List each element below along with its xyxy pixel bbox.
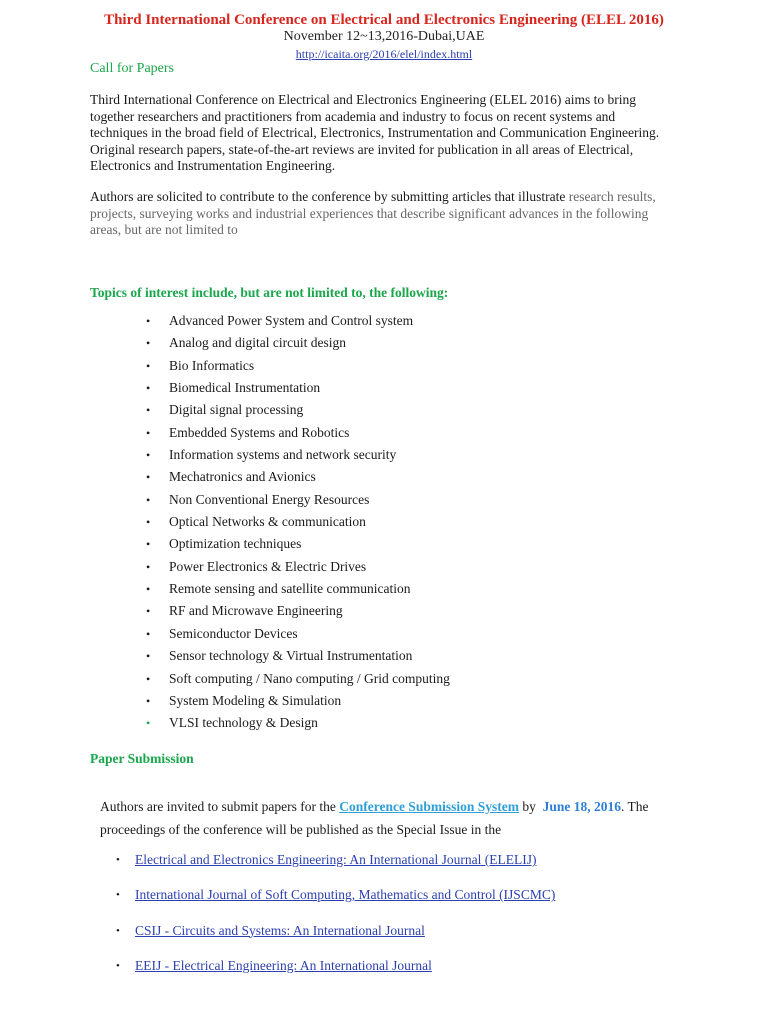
topic-label: Bio Informatics <box>169 357 255 373</box>
bullet-icon: • <box>146 559 151 574</box>
bullet-icon: • <box>146 716 151 731</box>
bullet-icon: • <box>146 693 151 708</box>
journal-link-csij[interactable]: CSIJ - Circuits and Systems: An International Journal <box>135 922 425 938</box>
bullet-icon: • <box>116 924 120 937</box>
topic-label: Remote sensing and satellite communication <box>169 581 411 597</box>
topic-item <box>146 625 450 647</box>
bullet-icon: • <box>116 854 120 866</box>
topics-heading: Topics of interest include, but are not limited to, the following: <box>90 285 449 300</box>
journals-list <box>116 851 555 992</box>
bullet-icon: • <box>116 889 120 902</box>
bullet-icon: • <box>146 470 151 485</box>
topic-item <box>146 312 450 334</box>
journal-link-eeij[interactable]: EEIJ - Electrical Engineering: An International Journal <box>135 957 432 973</box>
topic-label: Embedded Systems and Robotics <box>169 424 350 440</box>
topic-item <box>146 357 450 379</box>
topic-label: Digital signal processing <box>169 402 304 418</box>
topic-label: RF and Microwave Engineering <box>169 603 343 619</box>
bullet-icon: • <box>146 403 151 418</box>
conference-title: Third International Conference on Electrical and Electronics Engineering (ELEL 2016) <box>104 12 664 28</box>
call-for-papers-heading: Call for Papers <box>90 61 174 76</box>
bullet-icon: • <box>146 671 151 686</box>
topic-item <box>146 558 450 580</box>
topic-label: Optical Networks & communication <box>169 514 366 530</box>
bullet-icon: • <box>146 358 151 373</box>
topic-label: Mechatronics and Avionics <box>169 469 316 485</box>
topic-item <box>146 647 450 669</box>
journal-link-elelij[interactable]: Electrical and Electronics Engineering: An International Journal (ELELIJ) <box>135 852 537 867</box>
topic-item <box>146 491 450 513</box>
topic-label: Sensor technology & Virtual Instrumentation <box>169 648 413 664</box>
topic-item <box>146 670 450 692</box>
conference-url-link[interactable]: http://icaita.org/2016/elel/index.html <box>295 47 473 61</box>
bullet-icon: • <box>146 314 151 328</box>
topic-item <box>146 446 450 468</box>
bullet-icon: • <box>146 649 151 664</box>
topic-label: Semiconductor Devices <box>169 625 298 641</box>
paper-submission-heading: Paper Submission <box>90 751 194 766</box>
solicitation-lead: Authors are solicited to contribute to the conference by submitting articles that illustrate <box>90 189 569 204</box>
submission-text-a: Authors are invited to submit papers for the <box>100 799 340 814</box>
solicitation-paragraph <box>90 189 670 239</box>
bullet-icon: • <box>146 515 151 530</box>
bullet-icon: • <box>116 959 120 972</box>
topic-label: System Modeling & Simulation <box>169 692 342 708</box>
topic-item <box>146 535 450 557</box>
journal-item <box>116 886 555 921</box>
topic-label: Biomedical Instrumentation <box>169 380 321 396</box>
bullet-icon: • <box>146 582 151 597</box>
journal-link-ijscmc[interactable]: International Journal of Soft Computing, Mathematics and Control (IJSCMC) <box>135 887 556 903</box>
topic-item <box>146 468 450 490</box>
topic-label: VLSI technology & Design <box>169 715 318 731</box>
topic-label: Non Conventional Energy Resources <box>169 491 370 507</box>
journal-item <box>116 957 555 992</box>
topic-item <box>146 379 450 401</box>
bullet-icon: • <box>146 381 151 396</box>
intro-paragraph: Third International Conference on Electrical and Electronics Engineering (ELEL 2016) aims to bring together researchers and practitioners from academia and industry to focus on recent systems and techniques in the broad field of Electrical, Electronics, Instrumentation and Communication Engineering. Original research papers, state-of-the-art reviews are invited for publication in all areas of Electrical, Electronics and Instrumentation Engineering. <box>90 92 660 173</box>
journal-item <box>116 851 555 886</box>
topic-item <box>146 714 450 736</box>
topic-item <box>146 513 450 535</box>
bullet-icon: • <box>146 448 151 463</box>
topic-item <box>146 401 450 423</box>
bullet-icon: • <box>146 492 151 507</box>
submission-text-b: by <box>518 799 543 814</box>
topic-label: Analog and digital circuit design <box>169 335 346 351</box>
bullet-icon: • <box>146 626 151 641</box>
topic-label: Optimization techniques <box>169 536 302 552</box>
submission-system-link[interactable]: Conference Submission System <box>339 799 519 814</box>
topic-label: Soft computing / Nano computing / Grid computing <box>169 670 450 686</box>
bullet-icon: • <box>146 336 151 351</box>
topic-label: Advanced Power System and Control system <box>169 313 414 328</box>
bullet-icon: • <box>146 425 151 440</box>
topic-item <box>146 580 450 602</box>
topic-label: Information systems and network security <box>169 447 397 463</box>
submission-text-c: . The proceedings of the conference will be published as the Special Issue in the <box>100 799 649 837</box>
conference-dates: November 12~13,2016-Dubai,UAE <box>283 29 485 44</box>
submission-deadline: June 18, 2016 <box>542 799 621 814</box>
topic-item <box>146 424 450 446</box>
journal-item <box>116 922 555 957</box>
topic-item <box>146 602 450 624</box>
topic-label: Power Electronics & Electric Drives <box>169 558 367 574</box>
solicitation-rest: research results, projects, surveying works and industrial experiences that describe significant advances in the following areas, but are not limited to <box>90 189 656 237</box>
submission-paragraph <box>100 795 680 841</box>
topic-item <box>146 692 450 714</box>
bullet-icon: • <box>146 604 151 619</box>
topics-list <box>146 312 450 737</box>
bullet-icon: • <box>146 537 151 552</box>
topic-item <box>146 334 450 356</box>
